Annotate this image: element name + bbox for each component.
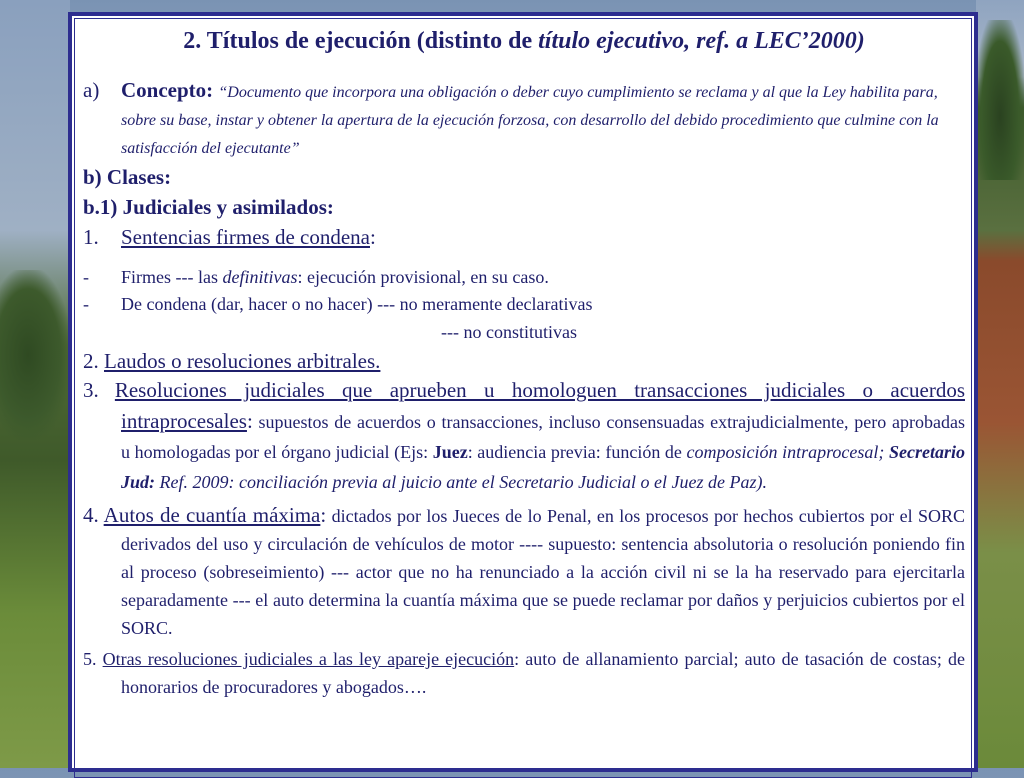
- item-sentencias-suffix: :: [370, 225, 376, 249]
- dash-firmes-suffix: : ejecución provisional, en su caso.: [297, 267, 549, 287]
- item-autos-link[interactable]: Autos de cuantía máxima: [103, 503, 321, 527]
- item-autos-colon: :: [320, 503, 327, 527]
- item-resoluciones-composicion: composición intraprocesal;: [686, 442, 889, 462]
- dash-condena-text: De condena (dar, hacer o no hacer) --- no meramente declarativas: [121, 294, 593, 314]
- item-otras-resoluciones: [83, 645, 965, 701]
- item-resoluciones-colon: :: [246, 409, 253, 433]
- item-otras-link[interactable]: Otras resoluciones judiciales a las ley apareje ejecución: [102, 649, 515, 669]
- item-resoluciones-link[interactable]: Resoluciones judiciales que aprueben u homologuen transacciones judiciales o acuerdos intraprocesales: [114, 378, 965, 433]
- concept-paragraph: [83, 78, 965, 162]
- item-otras-text: : auto de allanamiento parcial; auto de tasación de costas; de honorarios de procuradores y abogados….: [121, 649, 966, 697]
- background-tree-right: [976, 20, 1024, 180]
- item-otras-marker: 5.: [83, 649, 97, 669]
- item-sentencias-link[interactable]: Sentencias firmes de condena: [121, 225, 370, 249]
- item-resoluciones-text2: : audiencia previa: función de: [467, 442, 687, 462]
- slide-title-italic: título ejecutivo, ref. a LEC’2000): [538, 28, 865, 54]
- dash-firmes-italic: definitivas: [222, 267, 298, 287]
- slide-title: [83, 26, 965, 56]
- item-resoluciones-secretario: Secretario Jud:: [121, 442, 965, 492]
- item-autos-cuantia: [83, 502, 965, 643]
- item-laudos: [83, 346, 965, 376]
- item-sentencias-marker: 1.: [83, 225, 99, 249]
- item-laudos-link[interactable]: Laudos o resoluciones arbitrales.: [104, 349, 381, 373]
- dash-firmes: [83, 264, 965, 291]
- dash-firmes-marker: -: [83, 267, 89, 287]
- item-laudos-marker: 2.: [83, 349, 99, 373]
- judiciales-heading: b.1) Judiciales y asimilados:: [83, 195, 334, 219]
- slide-content: [83, 26, 965, 701]
- background-tree-left: [0, 270, 70, 440]
- item-sentencias: [83, 222, 965, 252]
- dash-condena-marker: -: [83, 294, 89, 314]
- item-resoluciones-transacciones: [83, 376, 965, 498]
- slide-title-prefix: 2. Títulos de ejecución (distinto de: [183, 28, 539, 54]
- item-resoluciones-ref2009: Ref. 2009: conciliación previa al juicio ante el Secretario Judicial o el Juez de Paz).: [155, 472, 768, 492]
- item-resoluciones-text1: supuestos de acuerdos o transacciones, incluso consensuadas extrajudicialmente, pero aprobadas u homologadas por el órgano judicial (Ejs:: [121, 412, 965, 462]
- item-resoluciones-juez: Juez: [432, 442, 468, 462]
- item-autos-text: dictados por los Jueces de lo Penal, en los procesos por hechos cubiertos por el SORC derivados del uso y circulación de vehículos de motor ---- supuesto: sentencia absolutoria o resolución poniendo fin al proceso (sobreseimiento) --- actor que no ha renunciado a la acción civil ni se la ha reservado para ejercitarla separadamente --- el auto determina la cuantía máxima que se puede reclamar por daños y perjuicios cubiertos por el SORC.: [121, 506, 965, 638]
- clases-heading: b) Clases:: [83, 165, 172, 189]
- concept-marker: a): [83, 78, 100, 102]
- dash-condena-continuation: --- no constitutivas: [441, 322, 577, 342]
- dash-list: [83, 264, 965, 346]
- dash-firmes-prefix: Firmes --- las: [121, 267, 223, 287]
- concept-quote: “Documento que incorpora una obligación o deber cuyo cumplimiento se reclama y al que la Ley habilita para, sobre su base, instar y obtener la apertura de la ejecución forzosa, con desarrollo del debido procedimiento que culmine con la satisfacción del ejecutante”: [121, 84, 939, 157]
- concept-label: Concepto:: [121, 78, 214, 102]
- item-resoluciones-marker: 3.: [83, 378, 99, 402]
- dash-condena: [83, 291, 965, 318]
- item-autos-marker: 4.: [83, 503, 99, 527]
